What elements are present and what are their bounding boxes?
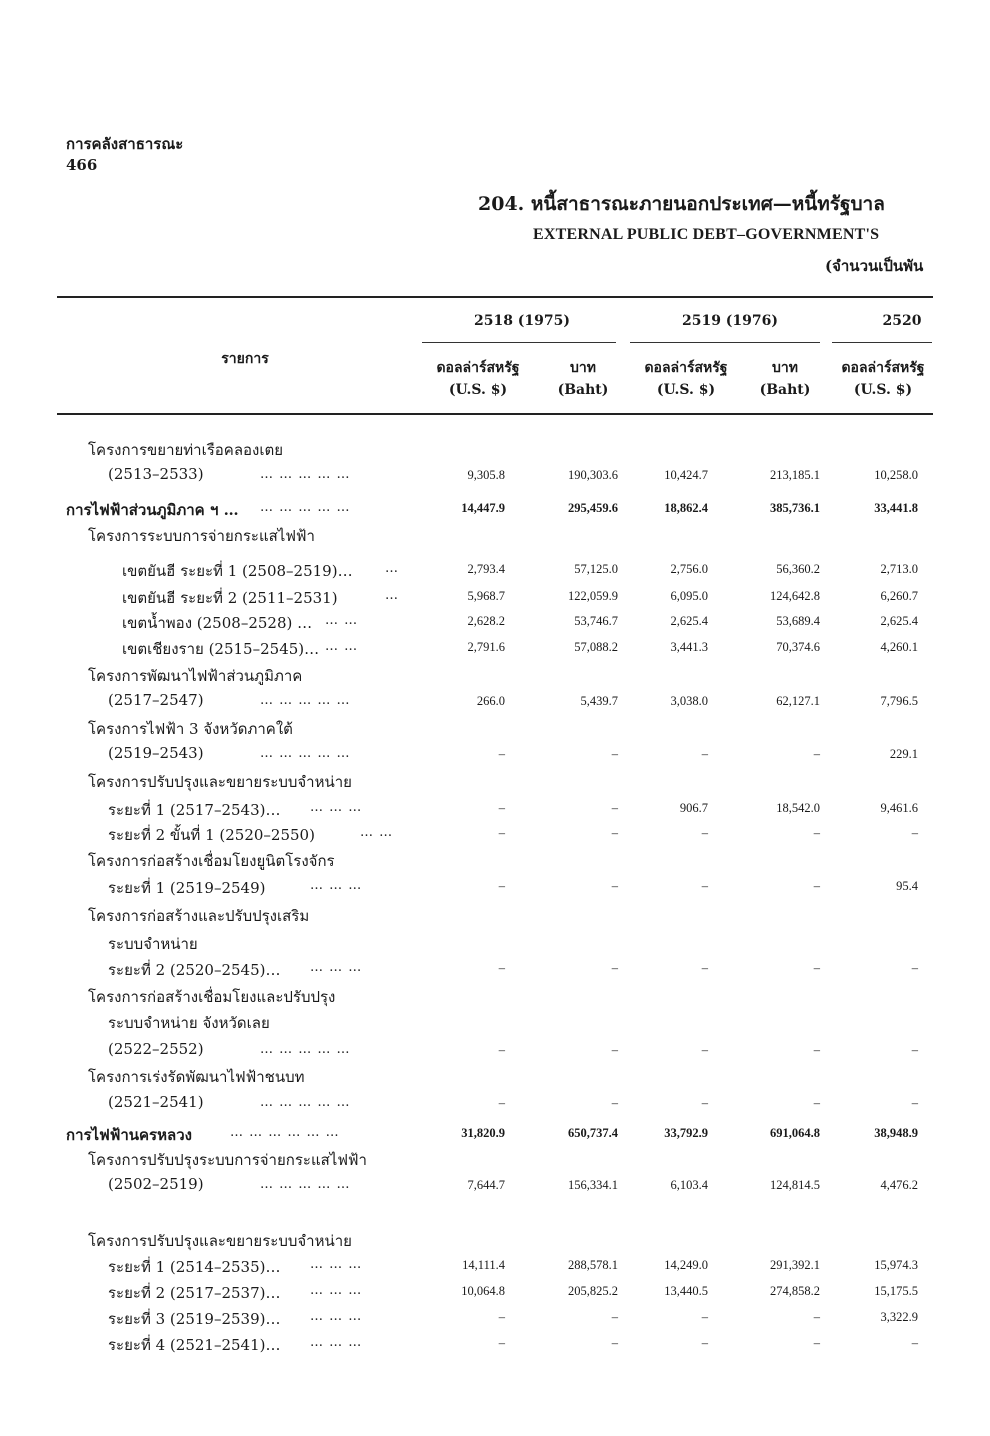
cell-value: 3,038.0 bbox=[670, 694, 708, 708]
cell-value: 15,974.3 bbox=[874, 1258, 918, 1272]
leader-dots: … … … bbox=[310, 800, 363, 815]
cell-value: 6,260.7 bbox=[880, 589, 918, 603]
row-label: ระยะที่ 3 (2519–2539)… bbox=[108, 1310, 281, 1328]
cell-value: – bbox=[813, 747, 820, 761]
row-label: เขตน้ำพอง (2508–2528) … bbox=[122, 614, 313, 632]
usd-label-th: ดอลล่าร์สหรัฐ bbox=[436, 360, 520, 376]
row-label: ระยะที่ 4 (2521–2541)… bbox=[108, 1336, 281, 1354]
leader-dots: … … bbox=[360, 825, 394, 840]
cell-value: – bbox=[813, 826, 820, 840]
row-label: โครงการระบบการจ่ายกระแสไฟฟ้า bbox=[88, 527, 315, 545]
leader-dots: … … … bbox=[310, 1257, 363, 1272]
year-underline-1975 bbox=[422, 342, 616, 343]
cell-value: 2,628.2 bbox=[467, 614, 505, 628]
cell-value: – bbox=[701, 826, 708, 840]
cell-value: – bbox=[611, 961, 618, 975]
row-label: (2519–2543) bbox=[108, 744, 204, 762]
cell-value: 56,360.2 bbox=[776, 562, 820, 576]
cell-value: 6,103.4 bbox=[670, 1178, 708, 1192]
cell-value: 70,374.6 bbox=[776, 640, 820, 654]
cell-value: 190,303.6 bbox=[568, 468, 618, 482]
cell-value: 691,064.8 bbox=[770, 1126, 820, 1140]
cell-value: 10,064.8 bbox=[461, 1284, 505, 1298]
section-title: การคลังสาธารณะ bbox=[66, 135, 184, 153]
item-column-header: รายการ bbox=[221, 351, 269, 367]
cell-value: – bbox=[911, 961, 918, 975]
leader-dots: … … … bbox=[310, 1335, 363, 1350]
leader-dots: … … … bbox=[310, 878, 363, 893]
cell-value: – bbox=[701, 1096, 708, 1110]
cell-value: 33,441.8 bbox=[874, 501, 918, 515]
cell-value: – bbox=[813, 879, 820, 893]
cell-value: 7,796.5 bbox=[880, 694, 918, 708]
cell-value: 31,820.9 bbox=[461, 1126, 505, 1140]
cell-value: 2,625.4 bbox=[670, 614, 708, 628]
cell-value: 53,746.7 bbox=[574, 614, 618, 628]
cell-value: 266.0 bbox=[476, 694, 505, 708]
cell-value: 18,542.0 bbox=[776, 801, 820, 815]
leader-dots: … … … … … … bbox=[230, 1125, 340, 1140]
cell-value: 62,127.1 bbox=[776, 694, 820, 708]
cell-value: – bbox=[611, 747, 618, 761]
baht-label-th: บาท bbox=[772, 360, 798, 376]
header-rule bbox=[57, 413, 933, 415]
cell-value: – bbox=[701, 1043, 708, 1057]
cell-value: 13,440.5 bbox=[664, 1284, 708, 1298]
leader-dots: … bbox=[385, 588, 399, 603]
cell-value: 5,439.7 bbox=[580, 694, 618, 708]
row-label: เขตเชียงราย (2515–2545)… bbox=[122, 640, 320, 658]
row-label: ระบบจำหน่าย bbox=[108, 935, 198, 953]
cell-value: 10,424.7 bbox=[664, 468, 708, 482]
row-label: (2502–2519) bbox=[108, 1175, 204, 1193]
cell-value: – bbox=[611, 1336, 618, 1350]
row-label: ระยะที่ 2 (2517–2537)… bbox=[108, 1284, 281, 1302]
cell-value: 9,305.8 bbox=[467, 468, 505, 482]
cell-value: 3,441.3 bbox=[670, 640, 708, 654]
year-header-1976: 2519 (1976) bbox=[681, 313, 779, 329]
cell-value: 2,756.0 bbox=[670, 562, 708, 576]
row-label: โครงการก่อสร้างเชื่อมโยงยูนิตโรงจักร bbox=[88, 852, 335, 870]
cell-value: – bbox=[813, 1096, 820, 1110]
cell-value: 205,825.2 bbox=[568, 1284, 618, 1298]
cell-value: – bbox=[911, 1043, 918, 1057]
cell-value: – bbox=[498, 1336, 505, 1350]
cell-value: – bbox=[611, 1043, 618, 1057]
row-label: โครงการปรับปรุงและขยายระบบจำหน่าย bbox=[88, 1232, 352, 1250]
cell-value: 229.1 bbox=[889, 747, 918, 761]
usd-label-en: (U.S. $) bbox=[853, 382, 913, 398]
cell-value: – bbox=[813, 1310, 820, 1324]
cell-value: – bbox=[911, 826, 918, 840]
cell-value: 9,461.6 bbox=[880, 801, 918, 815]
leader-dots: … … bbox=[325, 639, 359, 654]
year-header-1977: 2520 bbox=[882, 313, 922, 329]
cell-value: 53,689.4 bbox=[776, 614, 820, 628]
baht-label-en: (Baht) bbox=[557, 382, 609, 398]
baht-label-en: (Baht) bbox=[759, 382, 811, 398]
cell-value: 38,948.9 bbox=[874, 1126, 918, 1140]
cell-value: – bbox=[911, 1336, 918, 1350]
cell-value: 2,791.6 bbox=[467, 640, 505, 654]
cell-value: – bbox=[498, 1043, 505, 1057]
cell-value: – bbox=[701, 1336, 708, 1350]
cell-value: – bbox=[701, 1310, 708, 1324]
leader-dots: … … … … … bbox=[260, 746, 351, 761]
cell-value: 124,642.8 bbox=[770, 589, 820, 603]
row-label: ระยะที่ 1 (2519–2549) bbox=[108, 879, 266, 897]
cell-value: – bbox=[498, 879, 505, 893]
row-label: การไฟฟ้าส่วนภูมิภาค ฯ … bbox=[66, 501, 239, 519]
cell-value: – bbox=[611, 1310, 618, 1324]
unit-note: (จำนวนเป็นพัน bbox=[825, 257, 924, 275]
cell-value: 7,644.7 bbox=[467, 1178, 505, 1192]
row-label: การไฟฟ้านครหลวง bbox=[66, 1126, 192, 1144]
cell-value: 57,088.2 bbox=[574, 640, 618, 654]
page-number: 466 bbox=[66, 156, 98, 174]
cell-value: – bbox=[911, 1096, 918, 1110]
cell-value: 14,249.0 bbox=[664, 1258, 708, 1272]
cell-value: – bbox=[611, 826, 618, 840]
leader-dots: … … bbox=[325, 613, 359, 628]
cell-value: – bbox=[813, 1043, 820, 1057]
row-label: เขตยันฮี ระยะที่ 2 (2511–2531) bbox=[122, 589, 338, 607]
cell-value: 4,260.1 bbox=[880, 640, 918, 654]
leader-dots: … … … bbox=[310, 1309, 363, 1324]
usd-label-th: ดอลล่าร์สหรัฐ bbox=[644, 360, 728, 376]
cell-value: 18,862.4 bbox=[664, 501, 708, 515]
cell-value: – bbox=[498, 801, 505, 815]
cell-value: – bbox=[701, 747, 708, 761]
cell-value: 95.4 bbox=[896, 879, 918, 893]
row-label: ระยะที่ 1 (2517–2543)… bbox=[108, 801, 281, 819]
cell-value: – bbox=[701, 961, 708, 975]
year-header-1975: 2518 (1975) bbox=[473, 313, 571, 329]
cell-value: 288,578.1 bbox=[568, 1258, 618, 1272]
row-label: โครงการขยายท่าเรือคลองเตย bbox=[88, 441, 284, 459]
cell-value: 10,258.0 bbox=[874, 468, 918, 482]
cell-value: 3,322.9 bbox=[880, 1310, 918, 1324]
cell-value: 650,737.4 bbox=[568, 1126, 618, 1140]
cell-value: – bbox=[498, 747, 505, 761]
baht-header-1975 bbox=[548, 357, 618, 401]
cell-value: – bbox=[813, 1336, 820, 1350]
table-title-thai: 204. หนี้สาธารณะภายนอกประเทศ—หนี้ทรัฐบาล bbox=[478, 193, 885, 215]
usd-label-en: (U.S. $) bbox=[656, 382, 716, 398]
leader-dots: … … … … … bbox=[260, 1095, 351, 1110]
row-label: โครงการไฟฟ้า 3 จังหวัดภาคใต้ bbox=[88, 720, 293, 738]
cell-value: 385,736.1 bbox=[770, 501, 820, 515]
row-label: โครงการก่อสร้างเชื่อมโยงและปรับปรุง bbox=[88, 988, 336, 1006]
row-label: เขตยันฮี ระยะที่ 1 (2508–2519)… bbox=[122, 562, 353, 580]
cell-value: – bbox=[611, 879, 618, 893]
cell-value: 124,814.5 bbox=[770, 1178, 820, 1192]
cell-value: – bbox=[611, 801, 618, 815]
row-label: (2517–2547) bbox=[108, 691, 204, 709]
cell-value: 5,968.7 bbox=[467, 589, 505, 603]
top-rule bbox=[57, 296, 933, 298]
cell-value: – bbox=[611, 1096, 618, 1110]
row-label: (2513–2533) bbox=[108, 465, 204, 483]
leader-dots: … … … … … bbox=[260, 1042, 351, 1057]
table-title-english: EXTERNAL PUBLIC DEBT–GOVERNMENT'S bbox=[533, 226, 880, 243]
cell-value: 213,185.1 bbox=[770, 468, 820, 482]
row-label: (2522–2552) bbox=[108, 1040, 204, 1058]
cell-value: 15,175.5 bbox=[874, 1284, 918, 1298]
row-label: โครงการปรับปรุงและขยายระบบจำหน่าย bbox=[88, 773, 352, 791]
usd-header-1976 bbox=[626, 357, 746, 401]
cell-value: 14,447.9 bbox=[461, 501, 505, 515]
cell-value: 295,459.6 bbox=[568, 501, 618, 515]
usd-label-en: (U.S. $) bbox=[448, 382, 508, 398]
cell-value: 2,793.4 bbox=[467, 562, 505, 576]
year-underline-1977 bbox=[832, 342, 932, 343]
cell-value: 4,476.2 bbox=[880, 1178, 918, 1192]
cell-value: 57,125.0 bbox=[574, 562, 618, 576]
leader-dots: … … … … … bbox=[260, 467, 351, 482]
cell-value: – bbox=[701, 879, 708, 893]
row-label: (2521–2541) bbox=[108, 1093, 204, 1111]
leader-dots: … … … … … bbox=[260, 1177, 351, 1192]
leader-dots: … … … bbox=[310, 960, 363, 975]
cell-value: 14,111.4 bbox=[462, 1258, 505, 1272]
cell-value: 2,625.4 bbox=[880, 614, 918, 628]
cell-value: – bbox=[813, 961, 820, 975]
leader-dots: … … … … … bbox=[260, 500, 351, 515]
row-label: โครงการปรับปรุงระบบการจ่ายกระแสไฟฟ้า bbox=[88, 1151, 367, 1169]
leader-dots: … bbox=[385, 561, 399, 576]
leader-dots: … … … … … bbox=[260, 693, 351, 708]
leader-dots: … … … bbox=[310, 1283, 363, 1298]
cell-value: 274,858.2 bbox=[770, 1284, 820, 1298]
row-label: โครงการก่อสร้างและปรับปรุงเสริม bbox=[88, 907, 310, 925]
row-label: ระยะที่ 2 ขั้นที่ 1 (2520–2550) bbox=[108, 826, 315, 844]
row-label: ระยะที่ 2 (2520–2545)… bbox=[108, 961, 281, 979]
usd-header-1977 bbox=[828, 357, 938, 401]
cell-value: 156,334.1 bbox=[568, 1178, 618, 1192]
usd-label-th: ดอลล่าร์สหรัฐ bbox=[841, 360, 925, 376]
baht-header-1976 bbox=[750, 357, 820, 401]
cell-value: 291,392.1 bbox=[770, 1258, 820, 1272]
cell-value: 906.7 bbox=[679, 801, 708, 815]
cell-value: 33,792.9 bbox=[664, 1126, 708, 1140]
row-label: ระบบจำหน่าย จังหวัดเลย bbox=[108, 1014, 270, 1032]
year-underline-1976 bbox=[630, 342, 820, 343]
row-label: โครงการเร่งรัดพัฒนาไฟฟ้าชนบท bbox=[88, 1068, 305, 1086]
cell-value: 6,095.0 bbox=[670, 589, 708, 603]
usd-header-1975 bbox=[418, 357, 538, 401]
cell-value: – bbox=[498, 1310, 505, 1324]
cell-value: 122,059.9 bbox=[568, 589, 618, 603]
cell-value: 2,713.0 bbox=[880, 562, 918, 576]
cell-value: – bbox=[498, 1096, 505, 1110]
cell-value: – bbox=[498, 826, 505, 840]
cell-value: – bbox=[498, 961, 505, 975]
baht-label-th: บาท bbox=[570, 360, 596, 376]
row-label: ระยะที่ 1 (2514–2535)… bbox=[108, 1258, 281, 1276]
row-label: โครงการพัฒนาไฟฟ้าส่วนภูมิภาค bbox=[88, 667, 303, 685]
